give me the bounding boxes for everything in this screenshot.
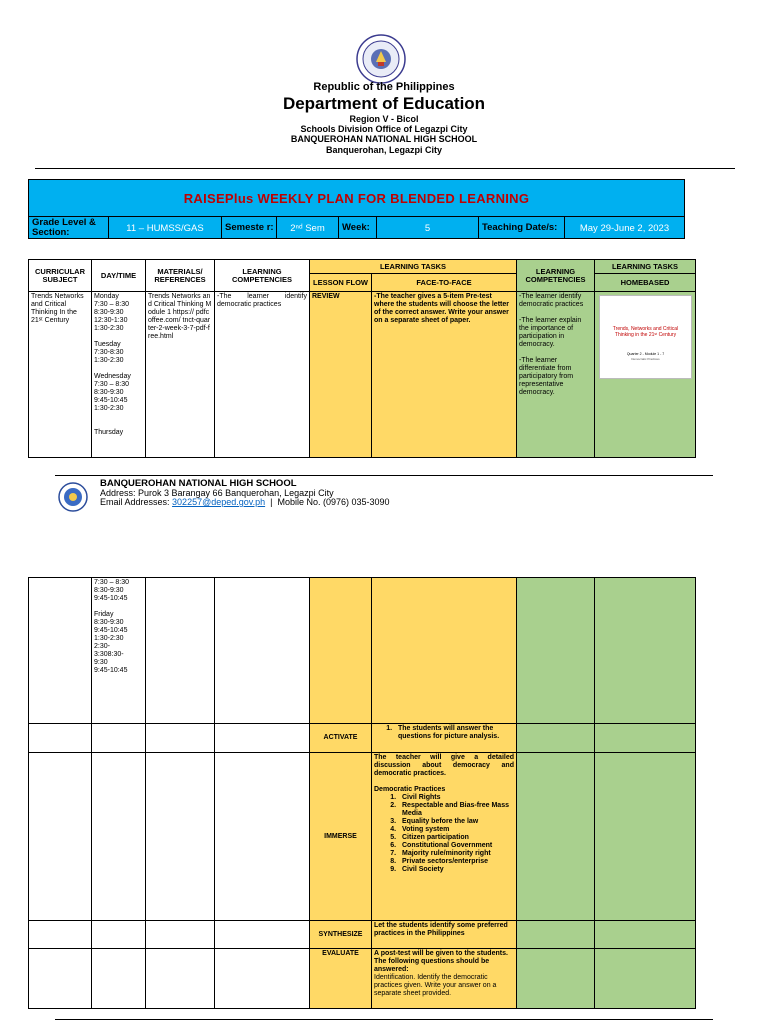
lesson-flow-cell-cont xyxy=(310,578,372,724)
evaluate-cell xyxy=(372,949,517,1009)
col-header-learning-tasks-2: LEARNING TASKS xyxy=(595,260,696,274)
immerse-item: 5. Citizen participation xyxy=(398,834,514,842)
week-label: Week: xyxy=(339,217,377,239)
weekly-plan-table-continued xyxy=(28,577,696,1009)
schedule-line: 1:30-2:30 xyxy=(94,635,124,642)
schedule-line: 1:30-2:30 xyxy=(94,357,124,364)
immerse-item: 8. Private sectors/enterprise xyxy=(398,858,514,866)
footer-separator: | xyxy=(270,497,273,507)
schedule-line xyxy=(94,413,143,421)
immerse-item: 9. Civil Society xyxy=(398,866,514,874)
week-value: 5 xyxy=(377,217,479,239)
col-header-lesson-flow: LESSON FLOW xyxy=(310,274,372,292)
col-header-competencies-2: LEARNING COMPETENCIES xyxy=(517,260,595,292)
col-header-materials: MATERIALS/ REFERENCES xyxy=(146,260,215,292)
materials-cell: Trends Networks and Critical Thinking Module 1 https:// pdfcoffee.com/ tnct-quarter-2-week-3-7-pdf-free.html xyxy=(146,292,215,458)
schedule-line: Friday xyxy=(94,611,114,618)
immerse-list xyxy=(374,794,514,874)
activate-cell xyxy=(372,724,517,753)
schedule-list-cont xyxy=(94,579,143,675)
col-header-homebased: HOMEBASED xyxy=(595,274,696,292)
schedule-list xyxy=(94,293,143,437)
col-header-face-to-face: FACE-TO-FACE xyxy=(372,274,517,292)
schedule-line: 9:30 xyxy=(94,659,108,666)
competency-2-cell-cont xyxy=(517,578,595,724)
schedule-line: 9:45-10:45 xyxy=(94,595,128,602)
schedule-line: 7:30-8:30 xyxy=(94,349,124,356)
immerse-item: 4. Voting system xyxy=(398,826,514,834)
schedule-line: 8:30-9:30 xyxy=(94,619,124,626)
deped-title: Department of Education xyxy=(282,94,486,113)
footer-address: Address: Purok 3 Barangay 66 Banquerohan, Legazpi City xyxy=(100,487,334,498)
schedule-line xyxy=(94,421,143,429)
footer-block xyxy=(100,479,660,508)
synthesize-label: SYNTHESIZE xyxy=(310,921,372,949)
schedule-cell xyxy=(92,292,146,458)
activate-text: 1. The students will answer the questions for picture analysis. xyxy=(394,725,514,741)
schedule-line: 7:30 – 8:30 xyxy=(94,381,130,388)
footer-divider-2 xyxy=(55,1019,713,1020)
evaluate-label: EVALUATE xyxy=(310,949,372,1009)
subject-cell: Trends Networks and Critical Thinking In the 21ˢᵗ Century xyxy=(29,292,92,458)
footer-mobile: Mobile No. (0976) 035-3090 xyxy=(277,497,390,507)
immerse-intro: The teacher will give a detailed discussion about democracy and democratic practices. xyxy=(374,754,514,777)
schedule-line: 8:30-9:30 xyxy=(94,389,124,396)
subject-cell-cont xyxy=(29,578,92,724)
immerse-heading: Democratic Practices xyxy=(374,786,446,793)
schedule-line: Tuesday xyxy=(94,341,121,348)
competency-2-cell xyxy=(517,292,595,458)
schedule-line: Monday xyxy=(94,293,119,300)
grade-value: 11 – HUMSS/GAS xyxy=(109,217,222,239)
region-line: Region V - Bicol xyxy=(349,114,419,124)
thumb-subtitle: Quarter 2 - Module 1 - 7 xyxy=(626,352,665,356)
schedule-line: 9:45-10:45 xyxy=(94,667,128,674)
schedule-line: 3:308:30- xyxy=(94,651,124,658)
schedule-line: 7:30 – 8:30 xyxy=(94,301,130,308)
col-header-learning-tasks: LEARNING TASKS xyxy=(310,260,517,274)
footer-school: BANQUEROHAN NATIONAL HIGH SCHOOL xyxy=(100,478,297,489)
schedule-line: Wednesday xyxy=(94,373,131,380)
division-line: Schools Division Office of Legazpi City xyxy=(300,124,468,134)
schedule-line: 1:30-2:30 xyxy=(94,325,124,332)
review-text: -The teacher gives a 5-item Pre-test where the students will choose the letter of the correct answer. Write your answer on a separate sheet of paper. xyxy=(372,292,517,458)
immerse-item: 3. Equality before the law xyxy=(398,818,514,826)
schedule-line: 2:30- xyxy=(94,643,110,650)
homebased-cell-cont xyxy=(595,578,696,724)
thumb-subtitle-2: Democratic Practices xyxy=(631,357,660,361)
immerse-label: IMMERSE xyxy=(310,753,372,921)
schedule-line: 9:45-10:45 xyxy=(94,627,128,634)
col-header-subject: CURRICULAR SUBJECT xyxy=(29,260,92,292)
immerse-cell xyxy=(372,753,517,921)
competency-2-c: -The learner differentiate from participatory from representative democracy. xyxy=(519,357,574,396)
plan-info-row xyxy=(29,216,684,239)
schedule-line: 8:30-9:30 xyxy=(94,587,124,594)
schedule-line: 12:30-1:30 xyxy=(94,317,128,324)
republic-line: Republic of the Philippines xyxy=(313,81,455,93)
immerse-item: 2. Respectable and Bias-free Mass Media xyxy=(398,802,514,818)
footer-contact xyxy=(100,498,660,508)
homebased-cell xyxy=(595,292,696,458)
face-to-face-cell-cont xyxy=(372,578,517,724)
footer-divider xyxy=(55,475,713,476)
schedule-line xyxy=(94,333,143,341)
schedule-line: 9:45-10:45 xyxy=(94,397,128,404)
weekly-plan-table xyxy=(28,259,696,458)
immerse-item: 7. Majority rule/minority right xyxy=(398,850,514,858)
col-header-daytime: DAY/TIME xyxy=(92,260,146,292)
immerse-item: 1. Civil Rights xyxy=(398,794,514,802)
address-line: Banquerohan, Legazpi City xyxy=(325,145,442,155)
semester-label: Semeste r: xyxy=(222,217,277,239)
footer-email-label: Email Addresses: xyxy=(100,497,170,507)
immerse-item: 6. Constitutional Government xyxy=(398,842,514,850)
schedule-cell-cont xyxy=(92,578,146,724)
plan-title-block xyxy=(28,179,685,239)
competency-cell: -The learner identify democratic practices xyxy=(215,292,310,458)
date-value: May 29-June 2, 2023 xyxy=(579,222,670,234)
school-line: BANQUEROHAN NATIONAL HIGH SCHOOL xyxy=(290,134,478,144)
evaluate-plain: Identification. Identify the democratic practices given. Write your answer on a separate sheet provided. xyxy=(374,974,497,997)
activate-label: ACTIVATE xyxy=(310,724,372,753)
review-label: REVIEW xyxy=(310,292,372,458)
competency-2-a: -The learner identify democratic practices xyxy=(519,293,584,308)
date-label: Teaching Date/s: xyxy=(479,217,565,239)
school-logo-icon xyxy=(58,482,88,512)
schedule-line: 8:30-9:30 xyxy=(94,309,124,316)
footer-email-link[interactable]: 302257@deped.gov.ph xyxy=(172,497,266,507)
schedule-line: Thursday xyxy=(94,429,124,436)
materials-cell-cont xyxy=(146,578,215,724)
deped-seal-icon xyxy=(356,34,406,84)
synthesize-text: Let the students identify some preferred practices in the Philippines xyxy=(372,921,517,949)
schedule-line: 7:30 – 8:30 xyxy=(94,579,130,586)
header-divider xyxy=(35,168,735,169)
schedule-line: 1:30-2:30 xyxy=(94,405,124,412)
thumb-title: Trends, Networks and Critical Thinking in the 21ˢᵗ Century xyxy=(612,326,679,338)
semester-value: 2ⁿᵈ Sem xyxy=(277,217,339,239)
competency-cell-cont xyxy=(215,578,310,724)
schedule-line xyxy=(94,603,143,611)
plan-title: RAISEPlus WEEKLY PLAN FOR BLENDED LEARNING xyxy=(183,191,530,206)
schedule-line xyxy=(94,365,143,373)
competency-2-b: -The learner explain the importance of participation in democracy. xyxy=(519,317,582,348)
col-header-competencies: LEARNING COMPETENCIES xyxy=(215,260,310,292)
grade-label: Grade Level & Section: xyxy=(29,217,109,239)
module-thumbnail xyxy=(599,295,692,379)
evaluate-bold: A post-test will be given to the students. The following questions should be answered: xyxy=(374,950,508,973)
